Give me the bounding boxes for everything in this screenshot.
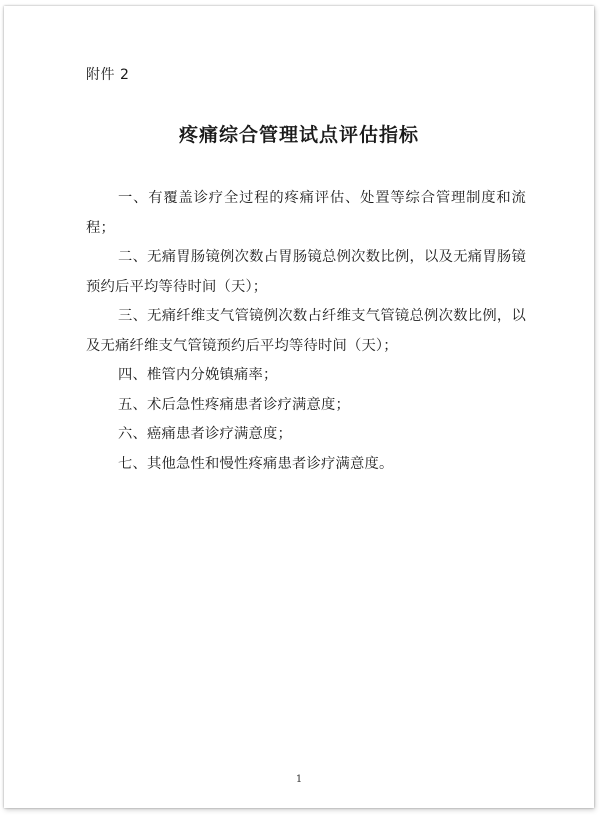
indicator-list: [86, 184, 526, 479]
indicator-item-4: 四、椎管内分娩镇痛率；: [118, 367, 278, 383]
indicator-item-7: 七、其他急性和慢性疼痛患者诊疗满意度。: [118, 455, 394, 472]
indicator-item-6: 六、癌痛患者诊疗满意度；: [118, 426, 292, 442]
indicator-item-2: 二、无痛胃肠镜例次数占胃肠镜总例次数比例，以及无痛胃肠镜预约后平均等待时间（天）；: [86, 249, 526, 295]
document-title: 疼痛综合管理试点评估指标: [178, 124, 419, 146]
page-number: 1: [295, 774, 303, 785]
indicator-item-1: 一、有覆盖诊疗全过程的疼痛评估、处置等综合管理制度和流程；: [86, 190, 526, 236]
document-page: [4, 6, 594, 808]
indicator-item-5: 五、术后急性疼痛患者诊疗满意度；: [118, 396, 350, 413]
attachment-label: 附件 2: [86, 67, 130, 83]
indicator-item-3: 三、无痛纤维支气管镜例次数占纤维支气管镜总例次数比例，以及无痛纤维支气管镜预约后平均等待时间（天）；: [86, 308, 526, 354]
